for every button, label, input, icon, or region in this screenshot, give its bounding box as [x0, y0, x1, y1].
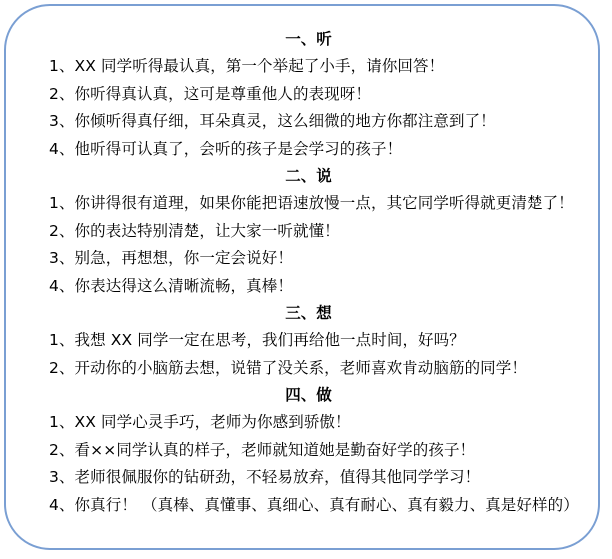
section-heading-speak: 二、说	[285, 167, 332, 185]
listen-item-2: 2、你听得真认真，这可是尊重他人的表现呀！	[49, 84, 371, 103]
do-item-3: 3、老师很佩服你的钻研劲，不轻易放弃，值得其他同学学习！	[49, 468, 481, 486]
do-item-2: 2、看××同学认真的样子，老师就知道她是勤奋好学的孩子！	[49, 440, 476, 459]
section-heading-listen: 一、听	[285, 30, 332, 48]
listen-item-3: 3、你倾听得真仔细，耳朵真灵，这么细微的地方你都注意到了！	[49, 112, 496, 130]
speak-item-2: 2、你的表达特别清楚，让大家一听就懂！	[49, 221, 340, 240]
speak-item-1: 1、你讲得很有道理，如果你能把语速放慢一点，其它同学听得就更清楚了！	[49, 194, 574, 212]
listen-item-4: 4、他听得可认真了，会听的孩子是会学习的孩子！	[49, 139, 403, 158]
speak-item-3: 3、别急，再想想，你一定会说好！	[49, 249, 293, 267]
speak-item-4: 4、你表达得这么清晰流畅，真棒！	[49, 276, 293, 295]
praise-card	[4, 4, 600, 550]
do-item-4: 4、你真行！ （真棒、真懂事、真细心、真有耐心、真有毅力、真是好样的）	[49, 495, 579, 514]
card-content	[49, 26, 594, 519]
listen-item-1: 1、XX 同学听得最认真，第一个举起了小手，请你回答！	[49, 57, 445, 75]
think-item-1: 1、我想 XX 同学一定在思考，我们再给他一点时间，好吗？	[49, 331, 465, 349]
section-heading-think: 三、想	[285, 304, 332, 322]
section-heading-do: 四、做	[285, 386, 332, 404]
do-item-1: 1、XX 同学心灵手巧，老师为你感到骄傲！	[49, 413, 351, 431]
think-item-2: 2、开动你的小脑筋去想，说错了没关系，老师喜欢肯动脑筋的同学！	[49, 358, 527, 377]
